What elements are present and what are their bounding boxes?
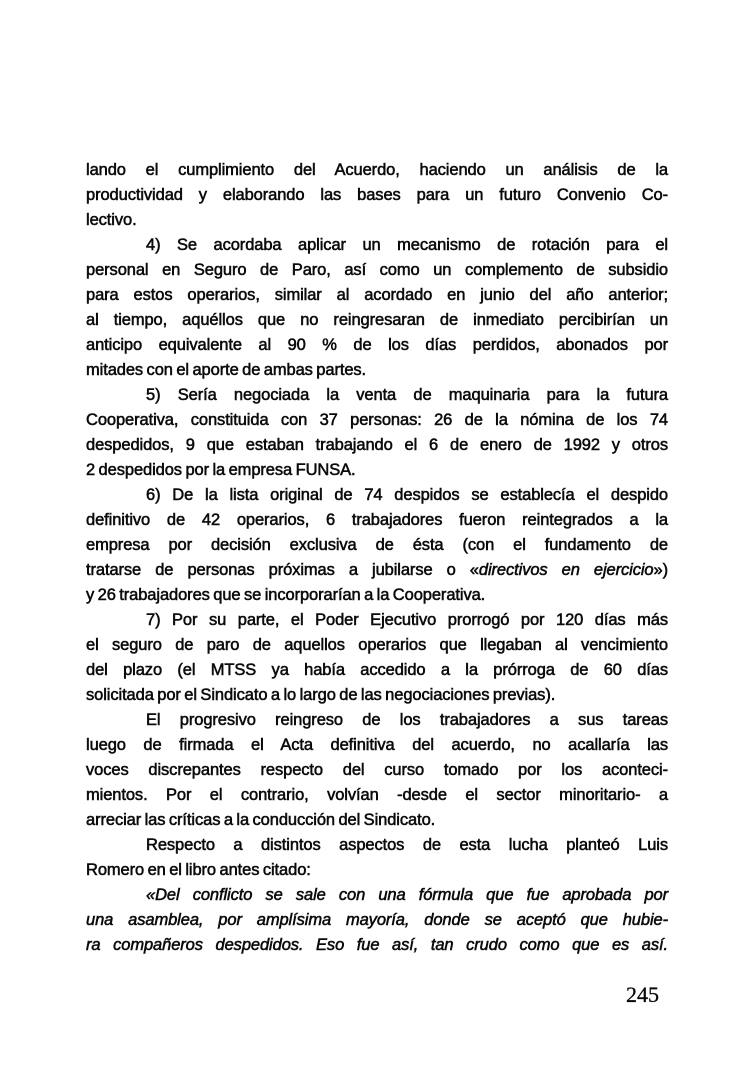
italic-text-segment: directivos en ejercicio	[478, 561, 654, 579]
text-segment: »)	[653, 561, 668, 579]
text-segment: anticipo equivalente al 90 % de los días perdidos, abonados por	[86, 336, 668, 354]
paragraph	[86, 233, 668, 383]
text-line	[86, 333, 668, 358]
text-segment: personal en Seguro de Paro, así como un complemento de subsidio	[86, 261, 668, 279]
text-segment: productividad y elaborando las bases para un futuro Convenio Co-	[86, 186, 668, 204]
paragraph	[86, 883, 668, 958]
text-line	[86, 658, 668, 683]
text-line	[86, 583, 668, 608]
text-segment: 2 despedidos por la empresa FUNSA.	[86, 461, 356, 479]
paragraph	[86, 158, 668, 233]
text-segment: lectivo.	[86, 211, 137, 229]
text-segment: «Del conflicto se sale con una fórmula que fue aprobada por	[146, 886, 668, 904]
text-line	[86, 308, 668, 333]
text-segment: Respecto a distintos aspectos de esta lucha planteó Luis	[146, 836, 668, 854]
text-line	[86, 758, 668, 783]
text-line	[86, 933, 668, 958]
text-segment: 7) Por su parte, el Poder Ejecutivo prorrogó por 120 días más	[146, 611, 668, 629]
text-line	[86, 908, 668, 933]
text-segment: arreciar las críticas a la conducción del Sindicato.	[86, 811, 436, 829]
text-segment: 4) Se acordaba aplicar un mecanismo de rotación para el	[146, 236, 668, 254]
text-line	[86, 483, 668, 508]
text-line	[86, 883, 668, 908]
text-line	[86, 233, 668, 258]
text-segment: y 26 trabajadores que se incorporarían a la Cooperativa.	[86, 586, 486, 604]
text-line	[86, 533, 668, 558]
text-line	[86, 208, 668, 233]
text-line	[86, 708, 668, 733]
text-line	[86, 508, 668, 533]
text-line	[86, 433, 668, 458]
text-segment: al tiempo, aquéllos que no reingresaran de inmediato percibirían un	[86, 311, 668, 329]
paragraph	[86, 833, 668, 883]
text-segment: tratarse de personas próximas a jubilarse o «	[86, 561, 479, 579]
text-line	[86, 608, 668, 633]
text-segment: Romero en el libro antes citado:	[86, 861, 311, 879]
text-segment: para estos operarios, similar al acordado en junio del año anterior;	[86, 286, 668, 304]
text-segment: mientos. Por el contrario, volvían -desde el sector minoritario- a	[86, 786, 668, 804]
text-line	[86, 783, 668, 808]
text-segment: despedidos, 9 que estaban trabajando el 6 de enero de 1992 y otros	[86, 436, 668, 454]
text-segment: El progresivo reingreso de los trabajadores a sus tareas	[146, 711, 668, 729]
text-line	[86, 858, 668, 883]
text-line	[86, 633, 668, 658]
text-segment: voces discrepantes respecto del curso tomado por los aconteci-	[86, 761, 668, 779]
text-line	[86, 458, 668, 483]
text-line	[86, 283, 668, 308]
text-line	[86, 158, 668, 183]
page-number: 245	[626, 982, 659, 1007]
paragraph	[86, 383, 668, 483]
text-segment: 6) De la lista original de 74 despidos se establecía el despido	[146, 486, 668, 504]
text-segment: el seguro de paro de aquellos operarios que llegaban al vencimiento	[86, 636, 668, 654]
paragraph	[86, 483, 668, 608]
paragraph	[86, 708, 668, 833]
text-segment: empresa por decisión exclusiva de ésta (con el fundamento de	[86, 536, 668, 554]
text-segment: del plazo (el MTSS ya había accedido a la prórroga de 60 días	[86, 661, 668, 679]
text-segment: una asamblea, por amplísima mayoría, donde se aceptó que hubie-	[86, 911, 668, 929]
text-line	[86, 558, 668, 583]
text-segment: definitivo de 42 operarios, 6 trabajadores fueron reintegrados a la	[86, 511, 668, 529]
text-segment: ra compañeros despedidos. Eso fue así, tan crudo como que es así.	[86, 936, 668, 954]
text-segment: 5) Sería negociada la venta de maquinaria para la futura	[146, 386, 668, 404]
text-line	[86, 383, 668, 408]
text-line	[86, 258, 668, 283]
text-line	[86, 408, 668, 433]
text-line	[86, 733, 668, 758]
text-segment: luego de firmada el Acta definitiva del acuerdo, no acallaría las	[86, 736, 668, 754]
text-line	[86, 183, 668, 208]
paragraph	[86, 608, 668, 708]
body-text	[86, 158, 668, 958]
text-line	[86, 683, 668, 708]
text-segment: mitades con el aporte de ambas partes.	[86, 361, 367, 379]
text-line	[86, 833, 668, 858]
text-line	[86, 358, 668, 383]
text-segment: lando el cumplimiento del Acuerdo, haciendo un análisis de la	[86, 161, 668, 179]
text-segment: solicitada por el Sindicato a lo largo de las negociaciones previas).	[86, 686, 556, 704]
text-segment: Cooperativa, constituida con 37 personas: 26 de la nómina de los 74	[86, 411, 668, 429]
text-line	[86, 808, 668, 833]
